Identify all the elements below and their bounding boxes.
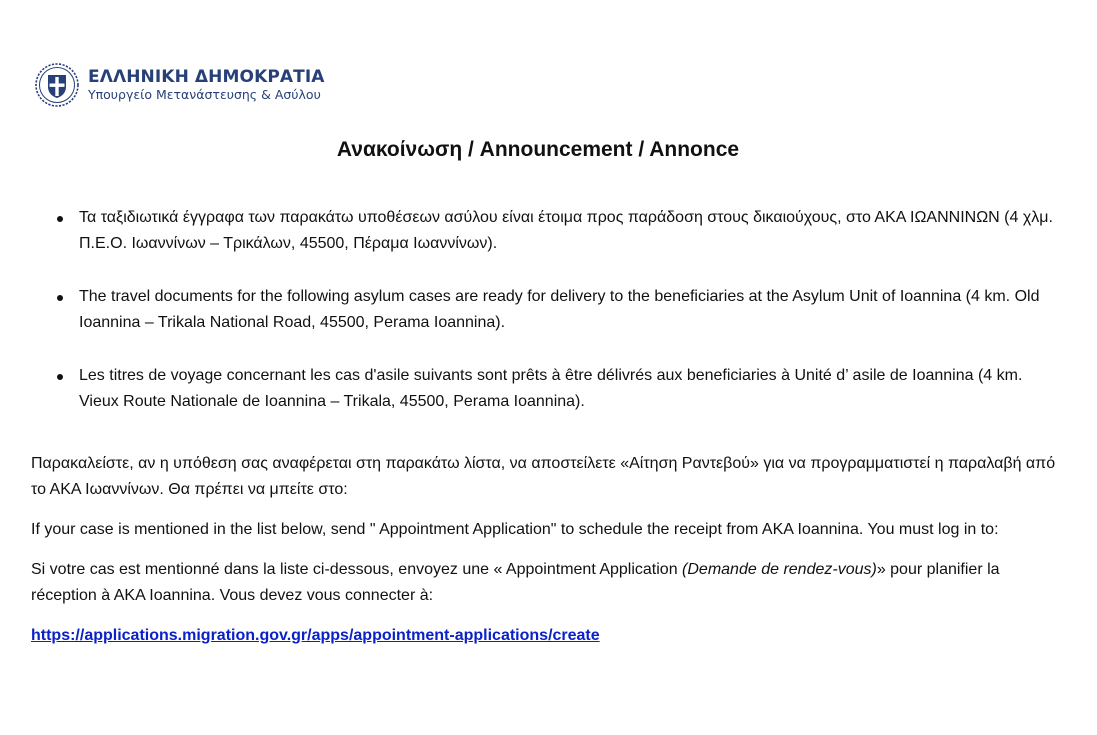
instructions-french-part: » pour planifier la réception à AKA Ioannina. Vous devez vous connecter à: xyxy=(31,561,1000,604)
org-name: ΕΛΛΗΝΙΚΗ ΔΗΜΟΚΡΑΤΙΑ xyxy=(88,66,325,87)
instructions-french-part: Si votre cas est mentionné dans la liste ci-dessous, envoyez une « Appointment Application xyxy=(31,561,683,578)
letterhead xyxy=(34,62,325,108)
bullet-text: Τα ταξιδιωτικά έγγραφα των παρακάτω υποθέσεων ασύλου είναι έτοιμα προς παράδοση στους δικαιούχους, στο ΑΚΑ ΙΩΑΝΝΙΝΩΝ (4 χλμ. Π.Ε.Ο. Ιωαννίνων – Τρικάλων, 45500, Πέραμα Ιωαννίνων). xyxy=(79,209,1053,252)
appointment-application-link[interactable]: https://applications.migration.gov.gr/apps/appointment-applications/create xyxy=(31,627,600,644)
instructions-french-italic: (Demande de rendez-vous) xyxy=(682,561,877,578)
bullet-dot-icon xyxy=(57,216,63,222)
greek-coat-of-arms-icon xyxy=(34,62,80,108)
bullet-text: The travel documents for the following asylum cases are ready for delivery to the beneficiaries at the Asylum Unit of Ioannina (4 km. Old Ioannina – Trikala National Road, 45500, Perama Ioannina). xyxy=(79,288,1040,331)
announcement-bullet-list xyxy=(57,205,1057,442)
instructions-section xyxy=(31,451,1061,649)
bullet-item-greek xyxy=(57,205,1057,257)
instructions-english: If your case is mentioned in the list below, send " Appointment Application" to schedule the receipt from AKA Ioannina. You must log in to: xyxy=(31,521,999,538)
bullet-text: Les titres de voyage concernant les cas d'asile suivants sont prêts à être délivrés aux beneficiaries à Unité d’ asile de Ioannina (4 km. Vieux Route Nationale de Ioannina – Trikala, 45500, Perama Ioannina). xyxy=(79,367,1023,410)
instructions-greek: Παρακαλείστε, αν η υπόθεση σας αναφέρεται στη παρακάτω λίστα, να αποστείλετε «Αίτηση Ραντεβού» για να προγραμματιστεί η παραλαβή από το ΑΚΑ Ιωαννίνων. Θα πρέπει να μπείτε στο: xyxy=(31,455,1056,498)
ministry-name: Υπουργείο Μετανάστευσης & Ασύλου xyxy=(88,87,321,103)
bullet-item-french xyxy=(57,363,1057,415)
letterhead-text xyxy=(88,68,325,102)
page-title: Ανακοίνωση / Announcement / Annonce xyxy=(336,138,740,161)
bullet-dot-icon xyxy=(57,374,63,380)
instructions-french xyxy=(31,557,1061,609)
bullet-item-english xyxy=(57,284,1057,336)
bullet-dot-icon xyxy=(57,295,63,301)
